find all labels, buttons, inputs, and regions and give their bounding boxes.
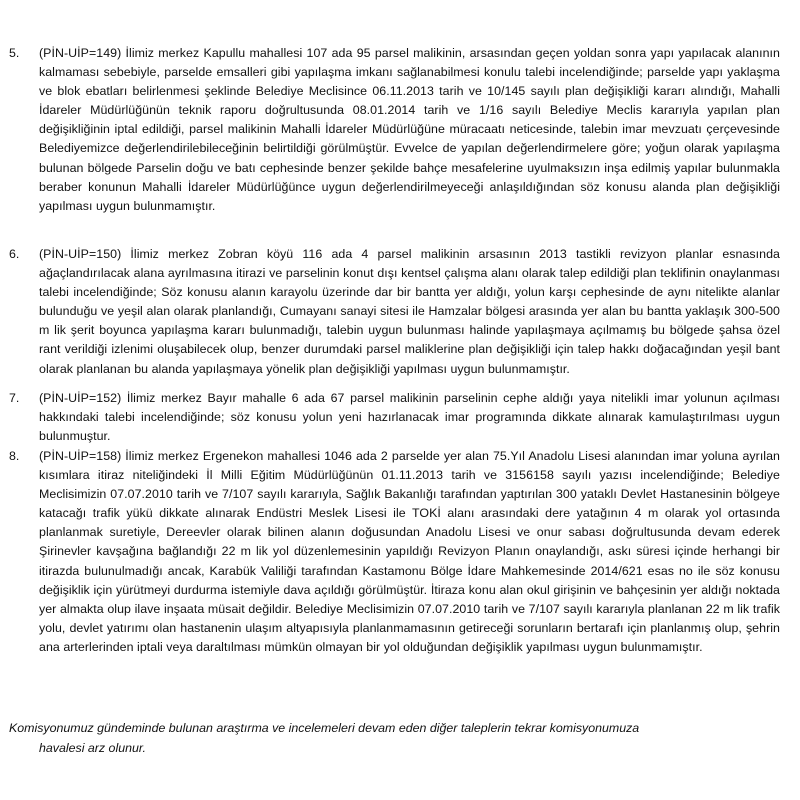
item-text: (PİN-UİP=158) İlimiz merkez Ergenekon mahallesi 1046 ada 2 parselde yer alan 75.Yıl Anadolu Lisesi alanından imar yoluna ayrılan kısımlara itiraz niteliğindeki İl Milli Eğitim Müdürlüğünün 01.11.2013 tarih ve 3156158 sayılı yazısı incelendiğinde; Belediye Meclisimizin 07.07.2010 tarih ve 7/107 sayılı kararıyla, Sağlık Bakanlığı tarafından yaptırılan 300 yataklı Devlet Hastanesinin bölgeye katacağı trafik yükü dikkate alınarak Endüstri Meslek Lisesi ile TOKİ alanı arasındaki dere yatağının 4 m olarak yol ortasında planlanmak suretiyle, Dereevler olarak bilinen alanın doğusundan Anadolu Lisesi ve onur sabası doğrultusunda devam ederek Şirinevler kavşağına bağlandığı 22 m lik yol düzenlemesinin yapıldığı Revizyon Planın onaylandığı, askı süresi içinde herhangi bir itirazda bulunulmadığı ancak, Karabük Valiliği tarafından Kastamonu Bölge İdare Mahkemesinde 2014/621 esas no ile söz konusu değişiklik için yürütmeyi durdurma istemiyle dava açıldığı görülmüştür. İtiraza konu alan okul girişinin ve bahçesinin yer aldığı noktada yer almakta olup ilave inşaata müsait değildir. Belediye Meclisimizin 07.07.2010 tarih ve 7/107 sayılı kararıyla planlanan 22 m lik trafik yolu, devlet yatırımı olan hastanenin ulaşım altyapısıyla planlanmamasının getireceği sorunların bertarafı için planlanmış olup, şehrin ana arterlerinden iptali veya daraltılması mümkün olmayan bir yol olduğundan değişiklik yapılması uygun bulunmamıştır. [39, 449, 780, 654]
item-text: (PİN-UİP=152) İlimiz merkez Bayır mahalle 6 ada 67 parsel malikinin parselinin cephe aldığı yaya nitelikli imar yolunun açılması hakkındaki talebi incelendiğinde; söz konusu yolun yeni hazırlanacak imar programında dikkate alınarak kamulaştırılması uygun bulunmuştur. [39, 391, 780, 444]
item-number: 8. [9, 449, 20, 463]
item-number: 7. [9, 391, 20, 405]
closing-statement [9, 719, 780, 758]
item-number: 6. [9, 247, 20, 261]
closing-line-2: havalesi arz olunur. [39, 740, 146, 755]
closing-line-1: Komisyonumuz gündeminde bulunan araştırma ve incelemeleri devam eden diğer taleplerin tekrar komisyonumuza [9, 721, 640, 735]
item-number: 5. [9, 46, 20, 60]
item-text: (PİN-UİP=150) İlimiz merkez Zobran köyü 116 ada 4 parsel malikinin arsasının 2013 tastikli revizyon planlar esnasında ağaçlandırılacak alana ayrılmasına itirazi ve parselinin konut dışı kentsel çalışma alanı olarak talep edildiği plan teklifinin onaylanması talebi incelendiğinde; Söz konusu alanın karayolu üzerinde dar bir bantta yer aldığı, yolun karşı cephesinde de aynı nitelikte alanlar bulunduğu ve yeşil alan olarak planlandığı, Cumayanı sanayi sitesi ile Hamzalar bölgesi arasında yer alan bu bantta yaklaşık 300-500 m lik şerit boyunca yapılaşma kararı bulunmadığı, talebin uygun bulunması halinde yapılaşmaya açılmamış bu bölgede şahsa özel rant verildiği izlenimi oluşabilecek olup, benzer durumdaki parsel maliklerine plan değişikliği için talep hakkı doğacağından yeşil bant olarak planlanan bu alanda yapılaşmaya yönelik plan değişikliği yapılması uygun bulunmamıştır. [39, 247, 780, 376]
item-text: (PİN-UİP=149) İlimiz merkez Kapullu mahallesi 107 ada 95 parsel malikinin, arsasından geçen yoldan sonra yapı yapılacak alanının kalmaması sebebiyle, parselde emsalleri gibi yapılaşma imkanı sağlanabilmesi konulu talebi incelendiğinde; parselde yapı yaklaşma ve blok ebatları belirlenmesi şeklinde Belediye Meclisince 06.11.2013 tarih ve 10/145 sayılı plan değişikliği kararı alındığı, Mahalli İdareler Müdürlüğünün teknik raporu doğrultusunda 08.01.2014 tarih ve 1/16 sayılı Belediye Meclis kararıyla yapılan plan değişikliğinin iptal edildiği, parsel malikinin Mahalli İdareler Müdürlüğüne müracaatı neticesinde, talebin imar mevzuatı çerçevesinde Belediyemizce değerlendirilebileceğinin belirtildiği görülmüştür. Evvelce de yapılan değerlendirmelere göre; yoğun olarak yapılaşma bulunan bölgede Parselin doğu ve batı cephesinde benzer şekilde bahçe mesafelerine uyulmaksızın inşa edilmiş yapılar bulunmakla beraber konunun Mahalli İdareler Müdürlüğünce uygun değerlendirilmeyeceği anlaşıldığından söz konusu alanda plan değişikliği yapılması uygun bulunmamıştır. [39, 46, 780, 213]
